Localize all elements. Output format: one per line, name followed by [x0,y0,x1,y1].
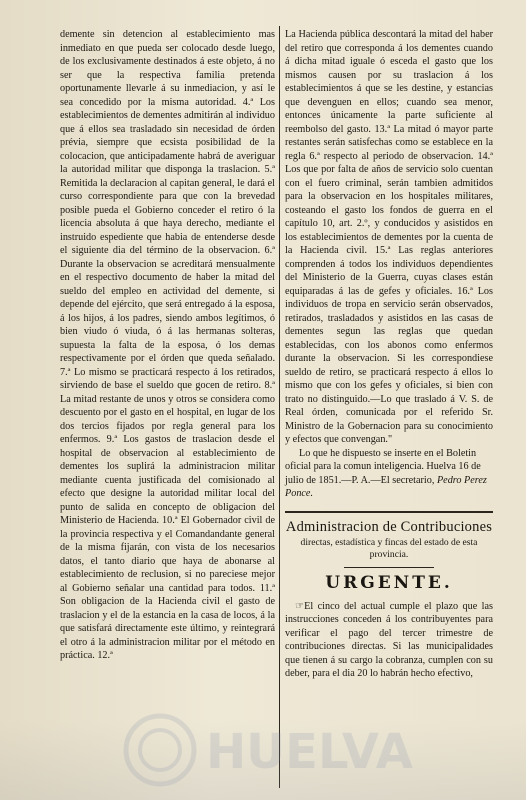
closing-paragraph [285,447,493,501]
section-rule [344,567,434,568]
closing-text: Lo que he dispuesto se inserte en el Boletin oficial para la comun inteligencia. Huelva 16 de julio de 1851.—P. A.—El secretario, [285,447,481,486]
signature: Pedro Perez Ponce. [285,474,487,499]
huelva-watermark-logo [120,690,450,800]
watermark-text: HUELVA [206,724,413,780]
section-title: Administracion de Contribuciones [285,518,493,535]
section-header [285,511,493,568]
right-column-text: La Hacienda pública descontará la mitad del haber del retiro que corresponda á los dementes cuando á dicha mitad iguale ó esceda el gasto que los mismos causen por su traslacion á los establecimientos á que se les destine, y estancias que devenguen en ellos; cuando sea menor, entonces únicamente la parte suficiente al reembolso del gasto. 13.ª La mitad ó mayor parte restantes serán satisfechas como se establece en la regla 6.ª respecto al periodo de observacion. 14.ª Los que por falta de años de servicio solo cuentan con el fuero criminal, serán tambien admitidos para la observacion en los hospitales militares, costeando el gasto los fondos de guerra en el capítulo 10, art. 2.º, y conducidos y asistidos en los establecimientos de dementes por la cuenta de la Hacienda civil. 15.ª Las reglas anteriores comprenden á todos los individuos dependientes del Ministerio de la Guerra, cuyas clases están equiparadas á las de gefes y oficiales. 16.ª Los individuos de tropa en servicio serán observados, retirados, trasladados y asistidos en las casas de dementes segun las reglas que quedan establecidas, con los abonos como enfermos durante la observacion. Si les correspondiese sueldo de retiro, se practicará respecto á ellos lo mismo que con los gefes y oficiales, si bien con trato no distinguido.—Lo que traslado á V. S. de Real órden, comunicada por el referido Sr. Ministro de la Gobernacion para su conocimiento y efectos que convengan." [285,29,493,445]
paper-stain [0,720,526,800]
left-column [60,28,275,663]
notice-text: ☞El cinco del actual cumple el plazo que las instrucciones conceden á los contribuyentes para verificar el pago del tercer trimestre de contribuciones directas. Si las municipalidades que tienen á su cargo la cobranza, cumplen con su deber, para el dia 20 lo habrán hecho efectivo, [285,600,493,679]
left-column-text: demente sin detencion al establecimiento mas inmediato en que pueda ser colocado desde luego, de los exclusivamente destinados á este objeto, á no ser que la respectiva familia pretenda oportunamente llevarle á su inmediacion, y así le sea concedido por la misma autoridad. 4.ª Los establecimientos de dementes admitirán al individuo que á ellos sea trasladado sin necesidad de órden prévia, siempre que ecsista posibilidad de la colocacion, que anticipadamente habrá de averiguar la autoridad militar que disponga la traslacion. 5.ª Remitida la declaracion al capitan general, le dará el curso correspondiente para que con la brevedad posible pueda el Gobierno conceder el retiro ó la licencia absoluta á que haya derecho, mediante el instruido espediente que habia de entenderse desde el siguiente dia del término de la observacion. 6.ª Durante la observacion se acreditará mensualmente en el respectivo documento de haber la mitad del sueldo del empleo en actividad del demente, si depende del ejército, que será entregado á la esposa, á los hijos, á los padres, siendo ambos legítimos, ó bien viudo ó viuda, ó á las hermanas solteras, supuesta la falta de la esposa, ó los demas respectivamente por el órden que queda señalado. 7.ª Lo mismo se practicará respecto á los retirados, sirviendo de base el sueldo que gocen de retiro. 8.ª La mitad restante de unos y otros se considera como descuento por el gasto en el hospital, en lugar de los dos tercios fijados por regla general para los enfermos. 9.ª Los gastos de traslacion desde el hospital de observacion al establecimiento de dementes los suplirá la administracion militar mediante cuenta justificada del comisionado al efecto que designe la autoridad militar local del punto de salida en concepto de obligacion del Ministerio de Hacienda. 10.ª El Gobernador civil de la provincia respectiva y el Comandandante general de la misma fijarán, con vista de los necesarios datos, el tanto diario que haya de abonarse al establecimiento de reclusion, si no pareciese mejor al Gobierno señalar una cantidad para todos. 11.ª Son obligacion de la Hacienda civil el gasto de traslacion y el de la estancia en la casa de locos, á la que satisfará directamente este último, y reintegrará el otro á la administracion militar por el método en práctica. 12.ª [60,29,275,661]
urgent-label: URGENTE. [325,572,453,593]
section-subtitle: directas, estadística y fincas del estado de esta provincia. [300,536,478,560]
column-divider [279,26,280,788]
right-column [285,28,493,681]
